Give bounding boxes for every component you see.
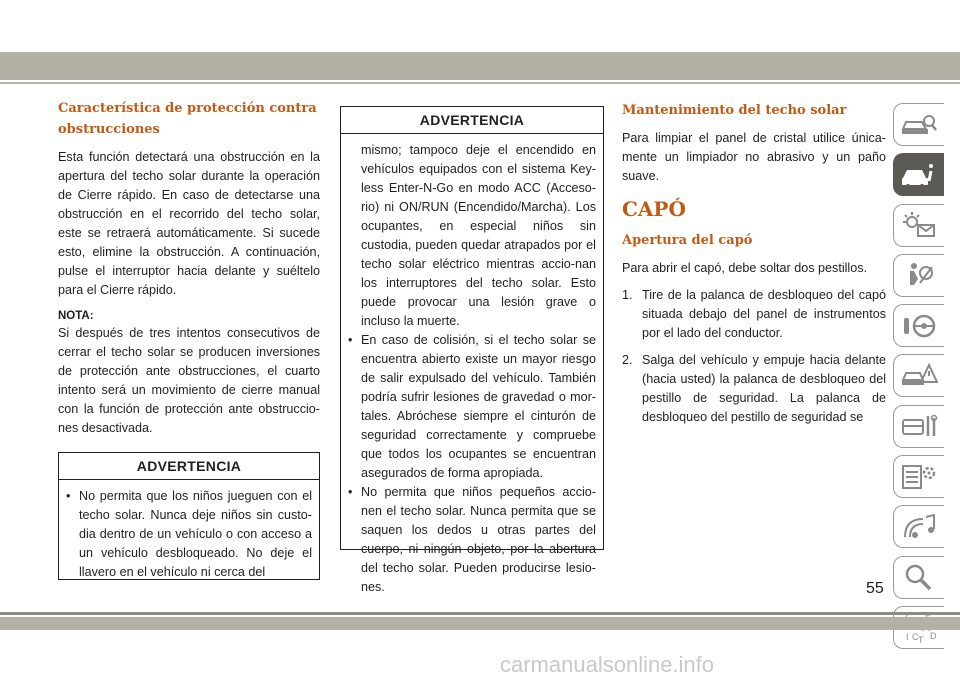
step-item [622, 286, 886, 343]
footer-band [0, 617, 960, 630]
warning-box-1 [58, 452, 320, 580]
car-magnifier-icon [900, 111, 938, 139]
footer-rule [0, 612, 960, 615]
tab-list-gear[interactable] [893, 455, 944, 498]
warning-item: • En caso de colisión, si el techo solar se encuentra abierto existe un mayor riesgo de salir expulsado del vehículo. También podría sufrir lesiones de gravedad o mor-tales. Abróchese siempre el cinturón de seguridad correctamente y compruebe que todos los ocupantes se encuentran asegurados de forma apropiada. [348, 331, 596, 483]
tab-music-gps[interactable] [893, 505, 944, 548]
step-item [622, 351, 886, 427]
right-column [622, 100, 886, 435]
middle-column [340, 106, 604, 594]
step-number: 1. [622, 288, 633, 302]
header-rule [0, 82, 960, 84]
tab-car-magnifier[interactable] [893, 103, 944, 146]
tab-search[interactable] [893, 556, 944, 599]
tab-steering-wheel[interactable] [893, 304, 944, 347]
maintenance-heading: Mantenimiento del techo solar [622, 103, 847, 118]
step-text: Tire de la palanca de desbloqueo del capó situada debajo del panel de instrumentos por el lado del conductor. [642, 288, 886, 340]
warning-title-1: ADVERTENCIA [59, 453, 319, 480]
music-gps-icon [900, 513, 938, 541]
index-letter: T [918, 635, 924, 645]
watermark: carmanualsonline.info [500, 652, 715, 677]
warning-continued: mismo; tampoco deje el encendido en vehículos equipados con el sistema Key-less Enter-N-Go en modo ACC (Acceso-rio) ni ON/RUN (Encendido/Marcha). Los ocupantes, en especial niños sin custodia, pueden quedar atrapados por el techo solar eléctrico mientras accio-nan los interruptores del techo solar. Esto puede provocar una lesión grave o incluso la muerte. [361, 143, 596, 328]
chapter-tabs [893, 103, 945, 656]
steps-list [622, 286, 886, 427]
step-text: Salga del vehículo y empuje hacia delante (hacia usted) la palanca de desbloqueo del pestillo de seguridad. La palanca de desbloqueo del pestillo de seguridad se [642, 353, 886, 424]
step-number: 2. [622, 353, 633, 367]
search-icon [900, 563, 938, 591]
warning-item: • No permita que los niños jueguen con el techo solar. Nunca deje niños sin custo-dia dentro de un vehículo o con acceso a un vehículo desbloqueado. No deje el llavero en el vehículo ni cerca del [66, 487, 312, 580]
warning-box-2 [340, 106, 604, 594]
section-title: CAPÓ [622, 197, 686, 221]
car-warning-icon [900, 362, 938, 390]
warning-title-2: ADVERTENCIA [341, 107, 603, 134]
list-gear-icon [900, 463, 938, 491]
tab-car-info[interactable] [893, 153, 944, 196]
car-info-icon [900, 161, 938, 189]
obstruction-heading: Característica de protección contra obstrucciones [58, 101, 317, 137]
steering-wheel-icon [900, 312, 938, 340]
maintenance-paragraph: Para limpiar el panel de cristal utilice única-mente un limpiador no abrasivo y un paño suave. [622, 131, 886, 183]
index-letter: I [906, 632, 909, 643]
hood-intro: Para abrir el capó, debe soltar dos pestillos. [622, 261, 868, 275]
index-letter: C [912, 632, 919, 643]
left-column [58, 98, 320, 580]
index-letter: D [930, 631, 937, 642]
note-label: NOTA: [58, 310, 94, 322]
note-text: Si después de tres intentos consecutivos de cerrar el techo solar se producen inversiones de protección ante obstrucciones, el cuarto intento será un movimiento de cierre manual con la función de protección ante obstruccio-nes desactivada. [58, 326, 320, 435]
page-number: 55 [866, 580, 884, 597]
tab-car-tools[interactable] [893, 405, 944, 448]
warning-lights-icon [900, 211, 938, 239]
hood-opening-heading: Apertura del capó [622, 233, 753, 248]
header-band [0, 52, 960, 80]
obstruction-paragraph: Esta función detectará una obstrucción en la apertura del techo solar durante la operación de Cierre rápido. En caso de detectarse una obstrucción en el recorrido del techo solar, este se retraerá automáticamente. Si sucede esto, elimine la obstrucción. A continuación, pulse el interruptor hacia delante y suéltelo para el Cierre rápido. [58, 150, 320, 297]
tab-car-warning[interactable] [893, 354, 944, 397]
tab-airbag[interactable] [893, 254, 944, 297]
car-tools-icon [900, 412, 938, 440]
tab-warning-lights[interactable] [893, 204, 944, 247]
airbag-icon [900, 261, 938, 289]
warning-item: • No permita que niños pequeños accio-nen el techo solar. Nunca permita que se saquen los dedos u otras partes del cuerpo, ni ningún objeto, por la abertura del techo solar. Pueden producirse lesio-nes. [348, 483, 596, 597]
